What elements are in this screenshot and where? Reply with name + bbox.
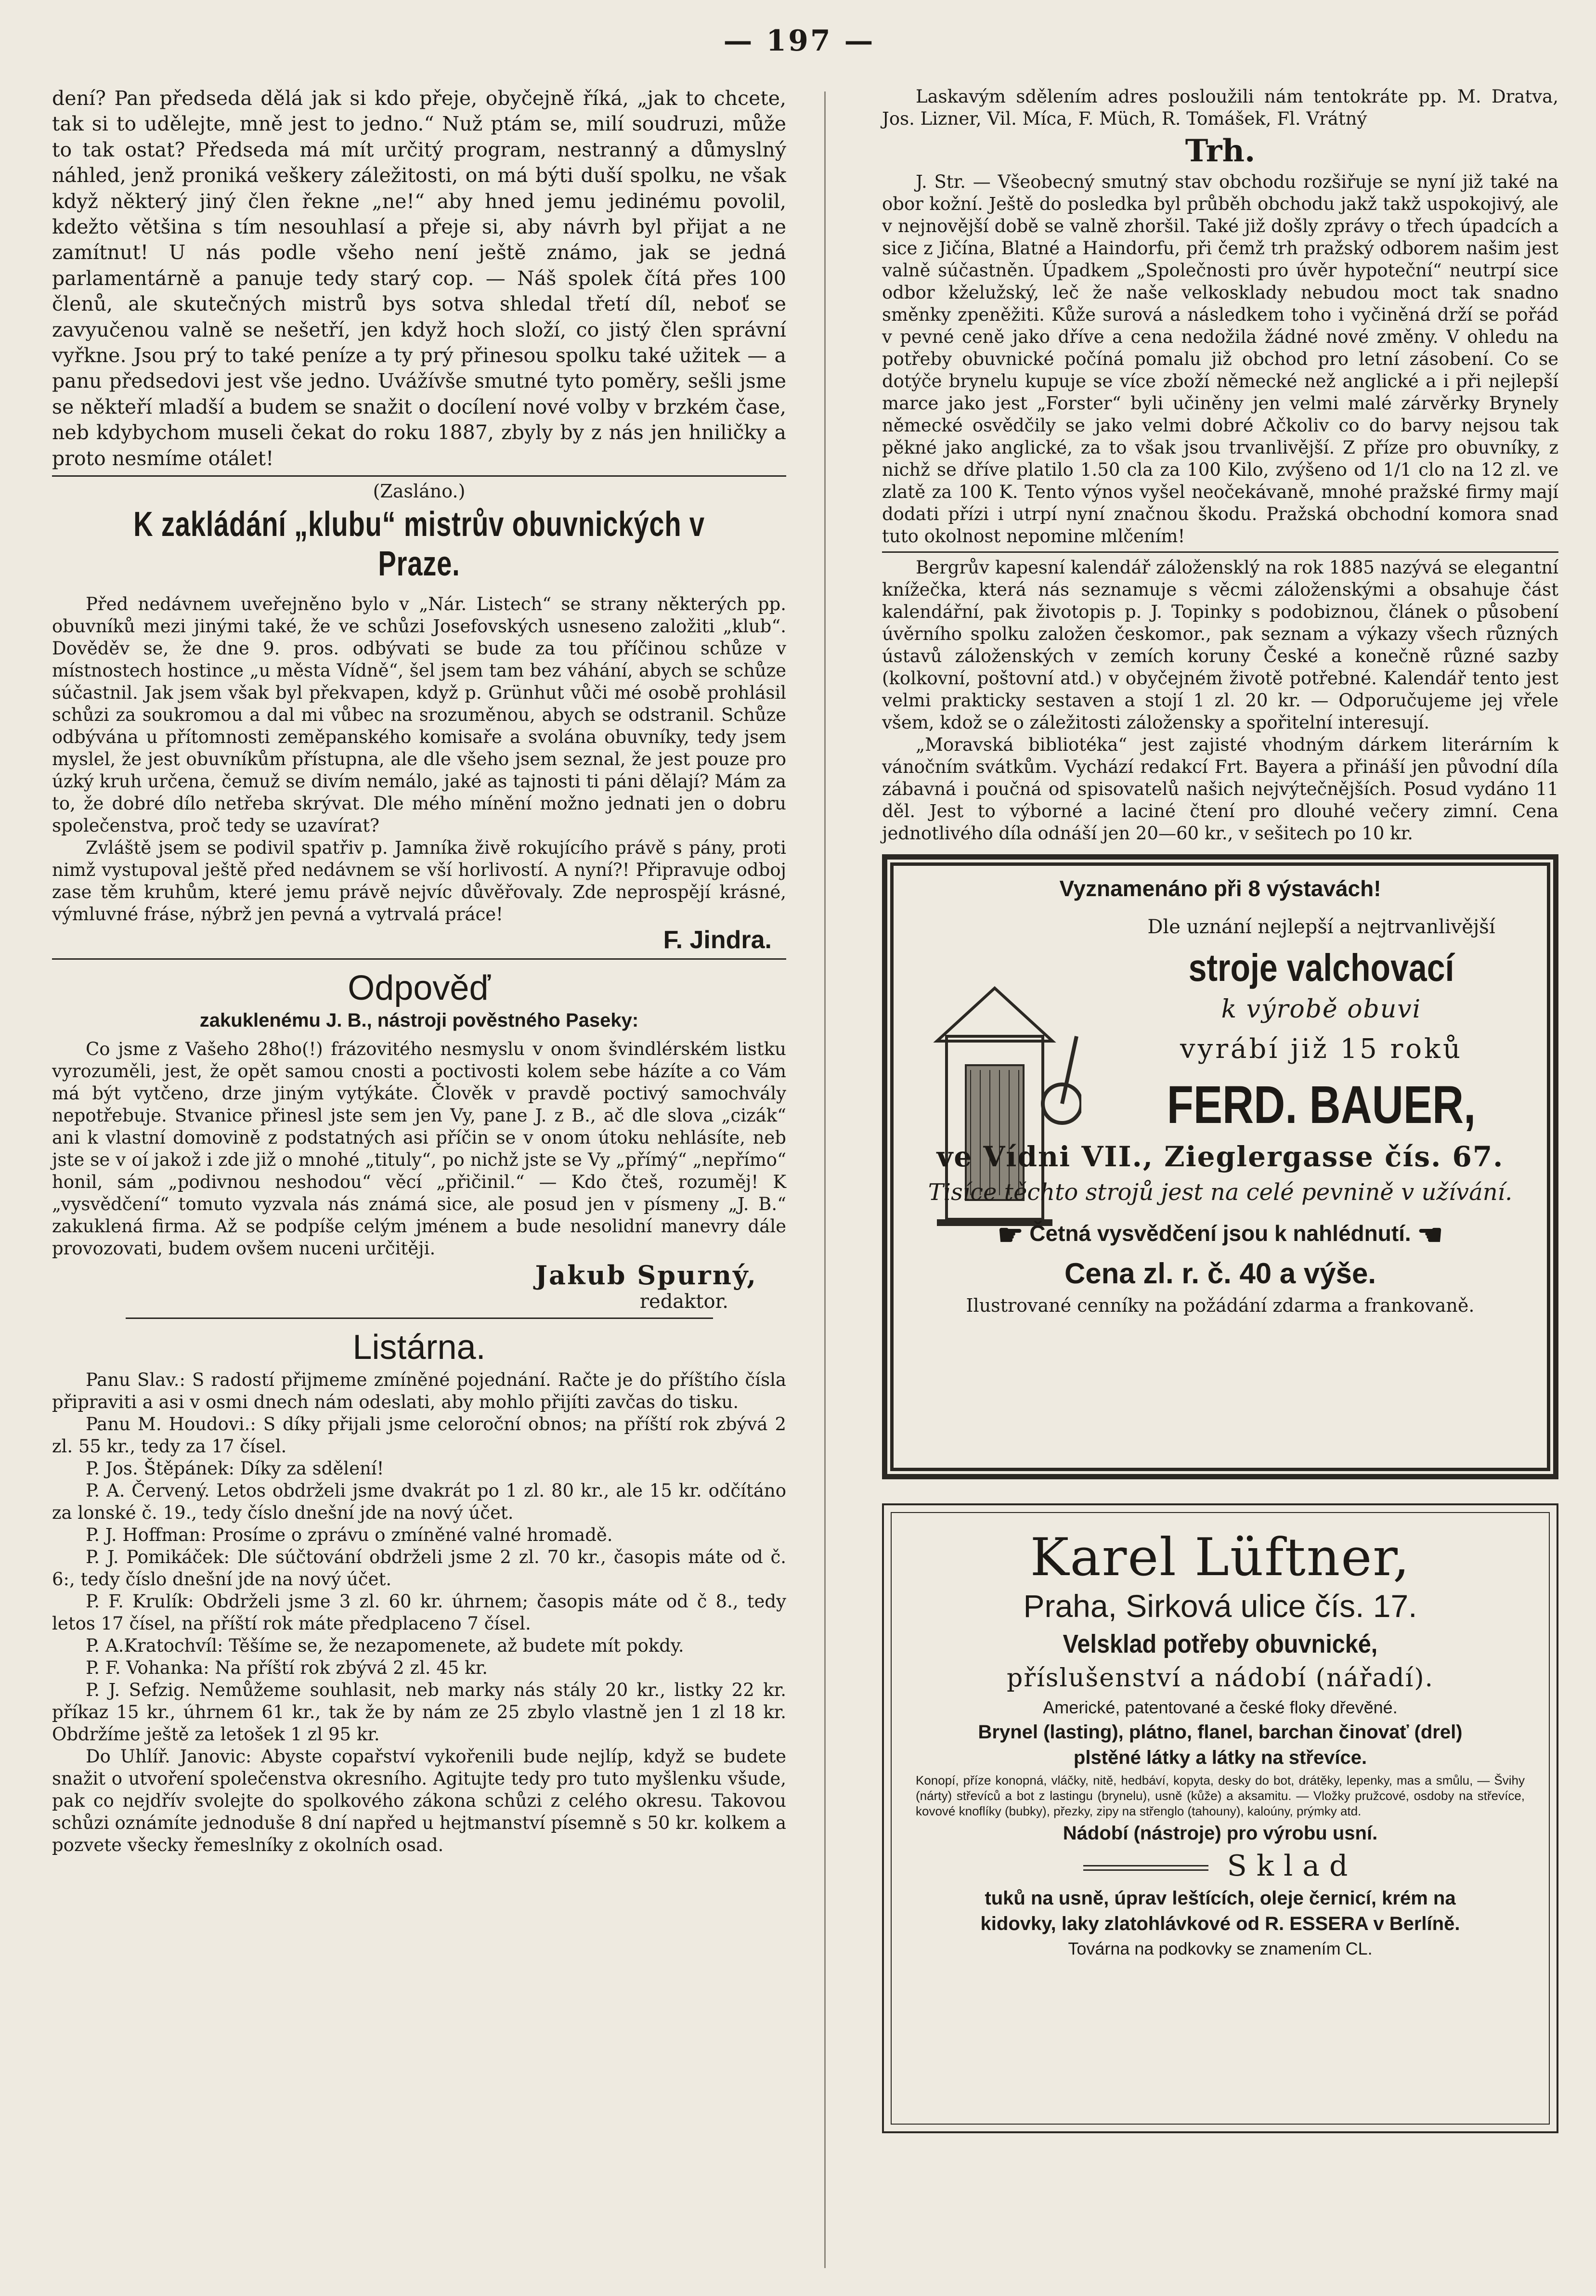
odpoved-role: redaktor. (639, 1291, 728, 1313)
ad-certificates (884, 1218, 1557, 1252)
ad-line: Brynel (lasting), plátno, flanel, barchan činovať (drel) (978, 1722, 1463, 1743)
odpoved-paragraph: Co jsme z Vašeho 28ho(!) frázovitého nesmyslu v onom švindlérském listku vyrozuměli, jest, že opět samou cnosti a poctivosti kolem sebe házíte a co Vám má být vytčeno, drze jiným vytýkáte. Člověk v pravdě poctivý samochvály nepotřebuje. Stvanice přinesl jste sem jen Vy, pane J. z B., ač dle slova „cizák“ ani k vlastní domovině z podstatných asi příčin se v onom útoku nehlásíte, neb jste se v oí jakož i zde již o mnohé „tituly“, po nichž jste se Vy „přímý“ „nepřímo“ honil, sám „podivnou neshodou“ věcí „přičinil.“ — Kdo čteš, rozuměj! K „vysvědčení“ tomuto vyzvala nás známá sice, ale posud jen v písmeny „J. B.“ zakuklená firma. Až se podpíše celým jménem a bude nesolidní manevry dále provozovati, budem ovšem nuceni určitěji. (52, 1039, 786, 1259)
listarna-item: P. A.Kratochvíl: Těšíme se, že nezapomenete, až budete mít pokdy. (86, 1635, 684, 1657)
ad-subtitle: příslušenství a nádobí (nářadí). (1006, 1664, 1434, 1693)
ad-line: tuků na usně, úprav leštících, oleje černicí, krém na (985, 1888, 1456, 1909)
zaslano-label: (Zasláno.) (373, 481, 466, 502)
listarna-item: P. Jos. Štěpánek: Díky za sdělení! (86, 1458, 384, 1479)
double-rule (1083, 1865, 1208, 1871)
ad-line: Dle uznání nejlepší a nejtrvanlivější (1147, 916, 1495, 938)
listarna-item: Panu M. Houdovi.: S díky přijali jsme celoroční obnos; na příští rok zbývá 2 zl. 55 kr., tedy za 17 čísel. (52, 1414, 786, 1457)
ad-small-print: Konopí, příze konopná, vláčky, nitě, hedbáví, kopyta, desky do bot, drátěky, lepenky, mas a smůlu, — Švihy (nárty) střevíců a bot z lastingu (brynelu), usně (kůže) a aksamitu. — Vložky pružcové, osdoby na střevíce, kovové knoflíky (bubky), přezky, zipy na střenglo (tahouny), kaloúny, prýmky atd. (916, 1773, 1525, 1818)
listarna-item: P. F. Krulík: Obdrželi jsme 3 zl. 60 kr. úhrnem; časopis máte od č 8., tedy letos 17 čísel, na příští rok máte předplaceno 7 čísel. (52, 1591, 786, 1634)
trh-paragraph: J. Str. — Všeobecný smutný stav obchodu rozšiřuje se nyní již také na obor kožní. Ještě do posledka byl průběh obchodu jakž takž uspokojivý, ale v nejnovější době se valně zhoršil. Také již došly zprávy o třech úpadcích a sice z Jičína, Blatné a Haindorfu, při čemž trh pražský odborem našim jest valně súčastněn. Úpadkem „Společnosti pro úvěr hypoteční“ neutrpí sice odbor kželužský, leč že naše velkosklady nebudou moct tak snadno směnky zpeněžiti. Kůže surová a následkem toho i vyčiněná drží se pořád v pevné ceně jako dříve a cena nedožila žádné nové změny. V ohledu na potřeby obuvnické počíná pomalu již obchod pro letní zásobení. Co se dotýče brynelu kupuje se více zboží německé než anglické a i při nejlepší marce jako jest „Forster“ byli učiněny jen velmi malé zárvěrky Brynely německé osvědčily se jako velmi dobré Ačkoliv co do barvy nejsou tak pěkné jako anglické, za to však jsou trvanlivější. Z příze pro obuvníky, z nichž se dříve platilo 1.50 cla za 100 Kilo, zvýšeno od 1/1 clo na 12 zl. ve zlatě za 100 K. Tento výnos vyšel neočekávaně, mnohé pražské firmy mají dodati přízi i utrpí nyní značnou škodu. Pražská obchodní komora snad tuto okolnost nepomine mlčením! (882, 171, 1558, 547)
odpoved-signature: Jakub Spurný, (535, 1260, 757, 1291)
kalendar-paragraph: „Moravská bibliotéka“ jest zajisté vhodným dárkem literárním k vánočním svátkům. Vychází redakcí Frt. Bayera a přináší jen původní díla zábavná i poučná od spisovatelů našich nejvýtečnějších. Posud vydáno 11 děl. Jest to výborné a laciné čtení pro dlouhé večery zimní. Cena jednotlivého díla odnáší jen 20—60 kr., v sešitech po 10 kr. (882, 734, 1558, 844)
ad-line: kidovky, laky zlatohlávkové od R. ESSERA v Berlíně. (980, 1913, 1460, 1934)
klub-paragraph: Před nedávnem uveřejněno bylo v „Nár. Listech“ se strany některých pp. obuvníků mezi jinými také, že ve schůzi Josefovských usneseno založiti „klub“. Dověděv se, že dne 9. pros. odbývati se bude za tou příčinou schůze v místnostech hostince „u města Vídně“, šel jsem tam bez váhání, abych se schůze súčastnil. Jak jsem však byl překvapen, když p. Grünhut vůči mé osobě prohlásil schůzi za soukromou a dal mi vůbec na srozuměnou, abych se odstranil. Schůze odbývána u přítomnosti zeměpanského komisaře a svolána obuvníky, tedy jsem myslel, že jest obuvníkům přístupna, ale dle všeho jsem seznal, že jest pouze pro úzký kruh určena, čemuž se divím nemálo, jaké as tajnosti ti páni dělají? Mám za to, že dobré dílo netřeba skrývat. Dle mého mínění možno jednati jen o dobru společenstva, proč tedy se uzavírat? (52, 594, 786, 836)
column-divider (824, 91, 826, 2268)
ad-company-name: FERD. BAUER, (1167, 1075, 1476, 1135)
ad-inner-frame (891, 1512, 1550, 2125)
ad-purpose: k výrobě obuvi (1221, 995, 1422, 1024)
pointing-hand-left-icon: ☚ (1417, 1219, 1443, 1251)
listarna-item: P. F. Vohanka: Na příští rok zbývá 2 zl. 45 kr. (86, 1657, 488, 1679)
kalendar-paragraph: Bergrův kapesní kalendář záložensklý na rok 1885 nazývá se elegantní knížečka, která nás seznamuje s věcmi záloženskými a obsahuje část kalendářní, pak životopis p. J. Topinky s podobiznou, článek o působení úvěrního spolku založen českomor., pak seznam a výkazy všech různých ústavů záloženských v zemích koruny České a konečně různé sazby (kolkovní, poštovní atd.) v obyčejném životě potřebné. Kalendář tento jest velmi prakticky sestaven a stojí 1 zl. 20 kr. — Odporučujeme jej vřele všem, kdož se o záležitosti záložensky a spořitelní interesují. (882, 557, 1558, 733)
listarna-item: P. J. Sefzig. Nemůžeme souhlasit, neb marky nás stály 20 kr., listky 22 kr. příkaz 15 kr., úhrnem 61 kr., tak že by nám ze 25 zbylo vlastně jen 1 zl 18 kr. Obdržíme ještě za letošek 1 zl 95 kr. (52, 1680, 786, 1745)
klub-heading: K zakládání „klubu“ mistrův obuvnických v Praze. (133, 505, 705, 584)
ad-product: stroje valchovací (1188, 946, 1454, 989)
odpoved-subheading: zakuklenému J. B., nástroji pověstného Paseky: (199, 1010, 639, 1031)
divider (126, 1318, 713, 1319)
ad-footer: Ilustrované cenníky na požádání zdarma a frankovaně. (966, 1295, 1475, 1316)
ad-line: Továrna na podkovky se znamením CL. (1068, 1939, 1373, 1958)
ad-price: Cena zl. r. č. 40 a výše. (1064, 1257, 1376, 1290)
ad-line: plstěné látky a látky na střevíce. (1073, 1747, 1367, 1768)
ad-sklad: Sklad (1227, 1849, 1358, 1883)
ad-company-name: Karel Lüftner, (1030, 1527, 1411, 1588)
right-column (882, 86, 1558, 2133)
odpoved-heading: Odpověď (348, 969, 491, 1008)
ad-title: Velsklad potřeby obuvnické, (1063, 1630, 1378, 1658)
ad-body (884, 916, 1557, 1135)
klub-signature: F. Jindra. (663, 926, 772, 954)
address-thanks: Laskavým sdělením adres posloužili nám tentokráte pp. M. Dratva, Jos. Lizner, Vil. Míca, F. Müch, R. Tomášek, Fl. Vrátný (882, 86, 1558, 129)
listarna-item: Panu Slav.: S radostí přijmeme zmíněné pojednání. Račte je do příštího čísla připraviti a asi v osmi dnech nám odeslati, aby mohlo přijíti zavčas do tisku. (52, 1370, 786, 1413)
trh-heading: Trh. (1185, 133, 1256, 169)
listarna-item: P. J. Pomikáček: Dle súčtování obdrželi jsme 2 zl. 70 kr., časopis máte od č. 6:, tedy číslo dnešní jde na nový účet. (52, 1547, 786, 1590)
ad-years: vyrábí již 15 roků (1180, 1033, 1463, 1065)
ad-address: ve Vídni VII., Zieglergasse čís. 67. (936, 1140, 1504, 1173)
divider (882, 551, 1558, 553)
ad-certificates-text: Četná vysvědčení jsou k nahlédnutí. (1029, 1221, 1411, 1246)
page-number: — 197 — (723, 24, 875, 58)
ad-line: Nádobí (nástroje) pro výrobu usní. (1063, 1823, 1378, 1844)
intro-paragraph: dení? Pan předseda dělá jak si kdo přeje, obyčejně říká, „jak to chcete, tak si to udělejte, mně jest to jedno.“ Nuž ptám se, milí soudruzi, může to tak ostat? Předseda má mít určitý program, nestranný a důmyslný náhled, jenž proniká veškery záležitosti, on má býti duší spolku, ne však když některý jiný člen řekne „ne!“ aby hned jemu jedinému povolil, kdežto většina s tím nesouhlasí a přeje si, aby návrh byl přijat a ne zamítnut! U nás podle všeho není ještě známo, jak se jedná parlamentárně a panuje tedy starý cop. — Náš spolek čítá přes 100 členů, ale skutečných mistrů bys sotva shledal třetí díl, neboť se zavyučenou valně se nešetří, jen když hoch složí, co jistý člen správní vyřkne. Jsou prý to také peníze a ty prý přinesou spolku také užitek — a panu předsedovi jest vše jedno. Uvážívše smutné tyto poměry, sešli jsme se někteří mladší a budem se snažit o docílení nové volby v brzkém čase, neb kdybychom museli čekat do roku 1887, zbyly by z nás jen hniličky a proto nesmíme otálet! (52, 87, 786, 470)
listarna-item: Do Uhlíř. Janovic: Abyste copařství vykořenili bude nejlíp, když se budete snažit o utvoření společenstva okresního. Agitujte tedy pro tuto myšlenku všude, pak co nejdřív svolejte do spolkového zákona schůzi z celého okresu. Takovou schůzi oznámíte jednoduše 8 dní napřed u hejtmanství písemně s 50 kr. kolkem a pozvete všecky řemeslníky z okolních osad. (52, 1746, 786, 1856)
ad-karel-luftner (882, 1503, 1558, 2133)
ad-line: Americké, patentované a české floky dřevěné. (1043, 1697, 1398, 1717)
listarna-heading: Listárna. (352, 1328, 486, 1367)
pointing-hand-right-icon: ☛ (997, 1219, 1024, 1251)
divider (52, 958, 786, 960)
listarna-item: P. J. Hoffman: Prosíme o zprávu o zmíněné valné hromadě. (86, 1525, 613, 1546)
ad-award-title: Vyznamenáno při 8 výstavách! (1059, 876, 1381, 901)
ad-sklad-row (906, 1849, 1534, 1883)
klub-paragraph: Zvláště jsem se podivil spatřiv p. Jamníka živě rokujícího právě s pány, proti nimž vystupoval ještě před nedávnem se vší horlivostí. A nyní?! Připravuje odboj zase těm kruhům, které jemu právě nejvíc důvěřovaly. Zde neprospějí krásné, výmluvné fráse, nýbrž jen pevná a vytrvalá práce! (52, 837, 786, 925)
ad-address: Praha, Sirková ulice čís. 17. (1023, 1588, 1417, 1624)
ad-italic-note: Tisíce těchto strojů jest na celé pevnině v užívání. (928, 1179, 1513, 1206)
listarna-item: P. A. Červený. Letos obdrželi jsme dvakrát po 1 zl. 80 kr., ale 15 kr. odčítáno za lonské č. 19., tedy číslo dnešní jde na nový účet. (52, 1480, 786, 1524)
ad-ferd-bauer (882, 854, 1558, 1479)
divider (52, 475, 786, 477)
left-column (52, 86, 786, 1856)
